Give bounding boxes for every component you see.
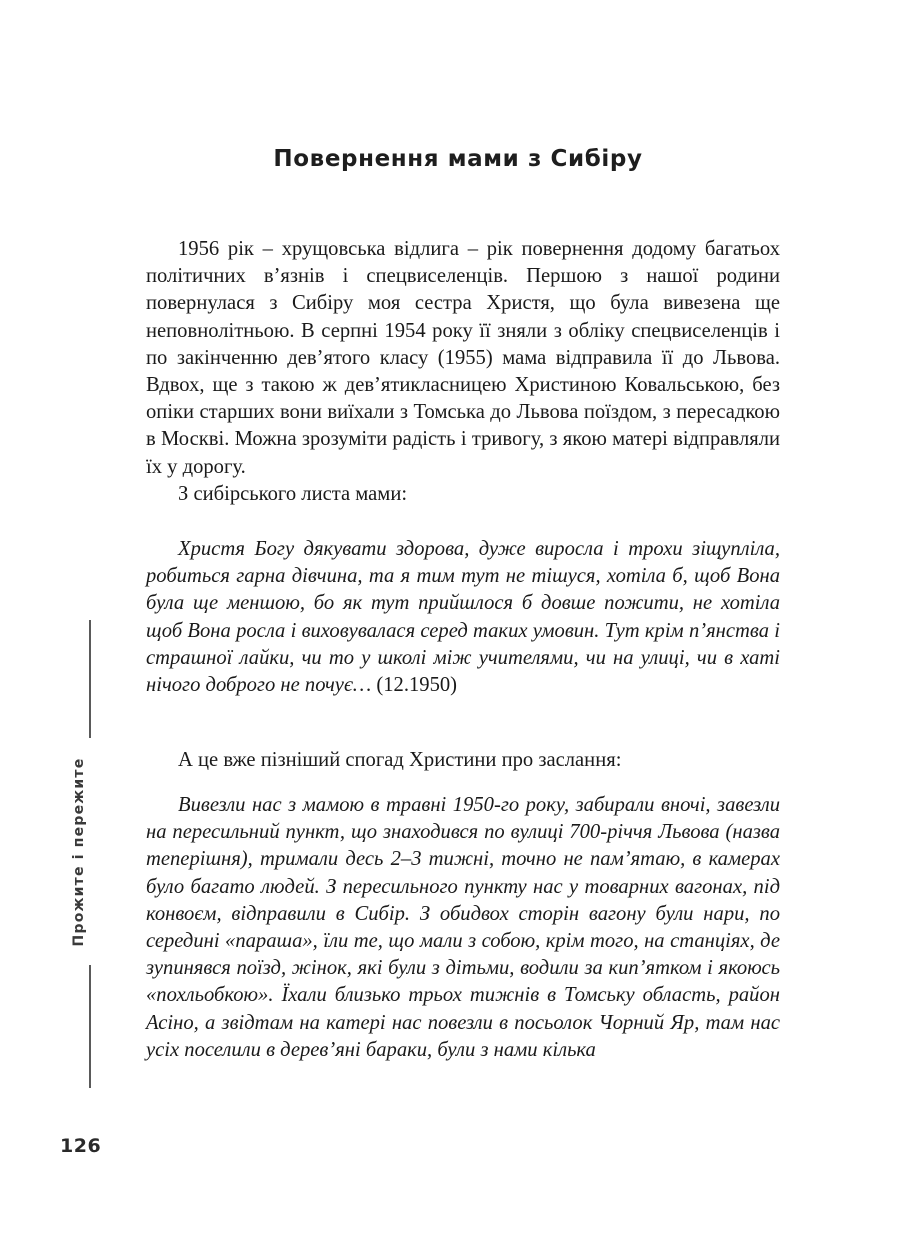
letter-quote-paragraph bbox=[146, 536, 780, 699]
letter-quote-text: Христя Богу дякувати здорова, дуже виросла і трохи зіщупліла, робиться гарна дівчина, та я тим тут не тішуся, хотіла б, щоб Вона була ще меншою, бо як тут прийшлося б довше пожити, не хотіла щоб Вона росла і виховувалася серед таких умовин. Тут крім п’янства і страшної лайки, чи то у школі між учителями, чи на улиці, чи в хаті нічого доброго не почує… bbox=[146, 538, 780, 697]
intro-paragraph: 1956 рік – хрущовська відлига – рік повернення додому багатьох політичних в’язнів і спецвиселенців. Першою з нашої родини повернулася з Сибіру моя сестра Христя, що була вивезена ще неповнолітньою. В серпні 1954 року її зняли з обліку спецвиселенців і по закінченню дев’ятого класу (1955) мама відправила її до Львова. Вдвох, ще з такою ж дев’ятикласницею Христиною Ковальською, без опіки старших вони виїхали з Томська до Львова поїздом, з пересадкою в Москві. Можна зрозуміти радість і тривогу, з якою матері відправляли їх у дорогу. bbox=[146, 238, 780, 478]
page-number: 126 bbox=[60, 1135, 102, 1157]
letter-intro-paragraph: З сибірського листа мами: bbox=[178, 482, 408, 505]
letter-quote-section bbox=[146, 536, 780, 699]
intro-section bbox=[146, 236, 780, 508]
side-rule-lower bbox=[89, 965, 91, 1088]
memoir-quote-paragraph: Вивезли нас з мамою в травні 1950-го року, забирали вночі, завезли на пересильний пункт, що знаходився по вулиці 700-річчя Львова (назва теперішня), тримали десь 2–3 тижні, точно не пам’ятаю, в камерах було багато людей. З пересильного пункту нас у товарних вагонах, під конвоєм, відправили в Сибір. З обидвох сторін вагону були нари, по середині «параша», їли те, що мали з собою, крім того, на станціях, де зупинявся поїзд, жінок, які були з дітьми, водили за кип’ятком і якоюсь «похльобкою». Їхали близько трьох тижнів в Томську область, район Асіно, а звідтам на катері нас повезли в посьолок Чорний Яр, там нас усіх поселили в дерев’яні бараки, були з нами кілька bbox=[146, 794, 780, 1061]
book-title-vertical: Прожите і пережите bbox=[71, 757, 87, 947]
memoir-intro-paragraph: А це вже пізніший спогад Христини про заслання: bbox=[178, 749, 622, 771]
letter-quote-date: (12.1950) bbox=[371, 674, 458, 697]
memoir-intro-section bbox=[146, 747, 780, 774]
page-title: Повернення мами з Сибіру bbox=[273, 146, 643, 172]
memoir-quote-section bbox=[146, 792, 780, 1064]
side-rule-upper bbox=[89, 620, 91, 738]
